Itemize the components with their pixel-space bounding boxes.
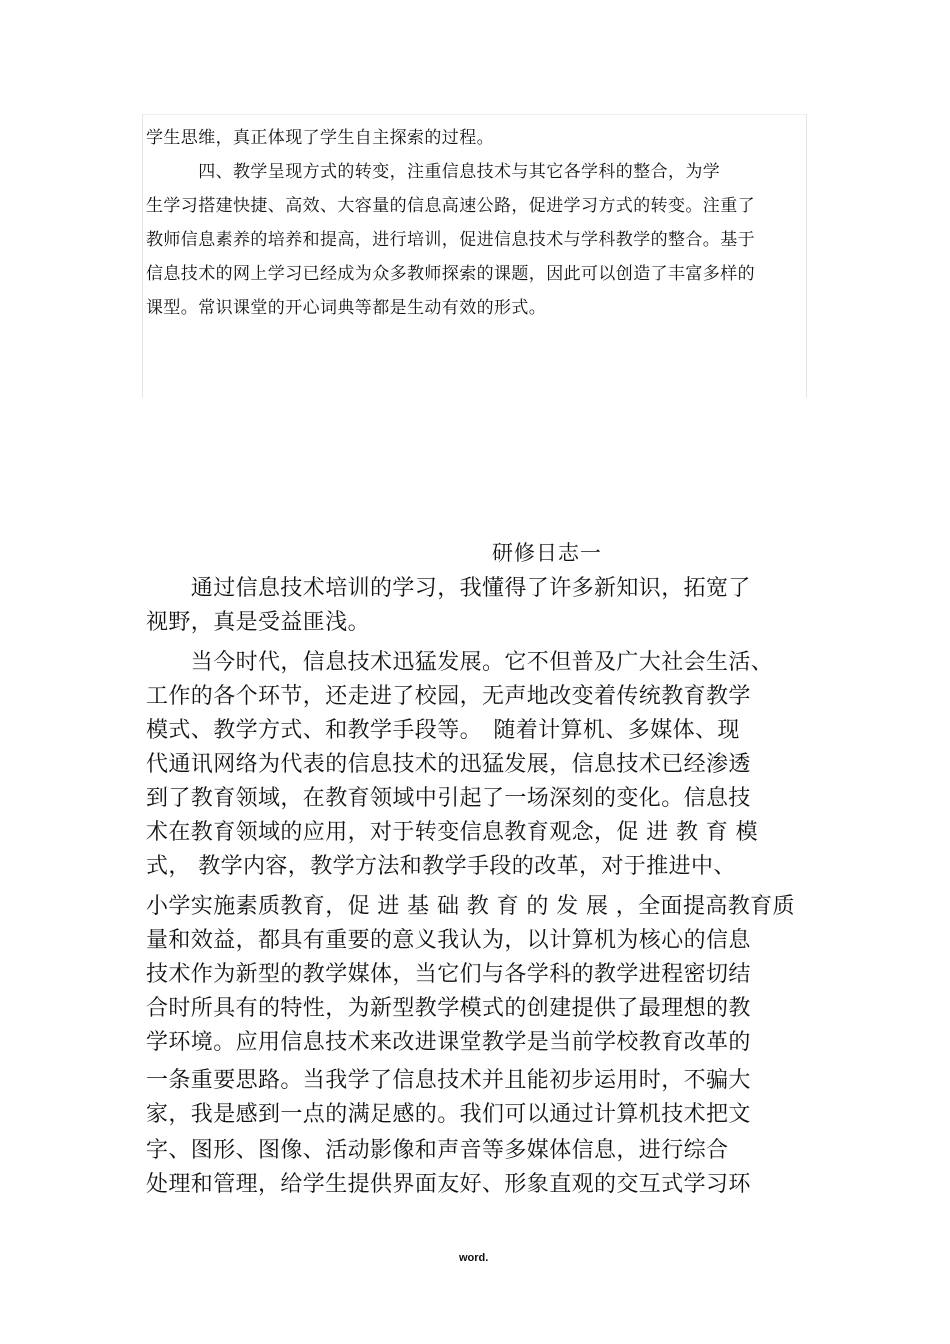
body-line: 视野，真是受益匪浅。: [146, 610, 371, 635]
boxed-line: 四、教学呈现方式的转变，注重信息技术与其它各学科的整合，为学: [146, 162, 721, 182]
article-title: 研修日志一: [492, 541, 602, 565]
body-line: 模式、教学方式、和教学手段等。 随着计算机、多媒体、现: [146, 718, 740, 743]
boxed-line: 学生思维，真正体现了学生自主探索的过程。: [146, 128, 494, 148]
footer-label: word.: [459, 1252, 489, 1264]
body-line: 一条重要思路。当我学了信息技术并且能初步运用时，不骗大: [146, 1068, 751, 1093]
body-line: 到了教育领域，在教育领域中引起了一场深刻的变化。信息技: [146, 786, 751, 811]
body-line: 术在教育领域的应用，对于转变信息教育观念，促 进 教 育 模: [146, 820, 758, 845]
body-line: 处理和管理，给学生提供界面友好、形象直观的交互式学习环: [146, 1172, 751, 1197]
body-line: 工作的各个环节，还走进了校园，无声地改变着传统教育教学: [146, 684, 751, 709]
body-line: 字、图形、图像、活动影像和声音等多媒体信息，进行综合: [146, 1138, 729, 1163]
body-line: 家，我是感到一点的满足感的。我们可以通过计算机技术把文: [146, 1102, 751, 1127]
body-line: 技术作为新型的教学媒体，当它们与各学科的教学进程密切结: [146, 962, 751, 987]
body-line: 学环境。应用信息技术来改进课堂教学是当前学校教育改革的: [146, 1030, 751, 1055]
boxed-line: 教师信息素养的培养和提高，进行培训，促进信息技术与学科教学的整合。基于: [146, 230, 755, 250]
body-line: 小学实施素质教育，促 进 基 础 教 育 的 发 展 ，全面提高教育质: [146, 894, 795, 919]
boxed-line: 信息技术的网上学习已经成为众多教师探索的课题，因此可以创造了丰富多样的: [146, 264, 755, 284]
body-line: 代通讯网络为代表的信息技术的迅猛发展，信息技术已经渗透: [146, 752, 751, 777]
body-line: 当今时代，信息技术迅猛发展。它不但普及广大社会生活、: [146, 650, 774, 675]
boxed-line: 生学习搭建快捷、高效、大容量的信息高速公路，促进学习方式的转变。注重了: [146, 196, 755, 216]
body-line: 式， 教学内容，教学方法和教学手段的改革，对于推进中、: [146, 854, 736, 879]
boxed-line: 课型。常识课堂的开心词典等都是生动有效的形式。: [146, 298, 547, 318]
body-line: 通过信息技术培训的学习，我懂得了许多新知识，拓宽了: [146, 576, 751, 601]
boxed-text-section: [142, 114, 807, 398]
body-line: 合时所具有的特性，为新型教学模式的创建提供了最理想的教: [146, 996, 751, 1021]
body-line: 量和效益，都具有重要的意义我认为，以计算机为核心的信息: [146, 928, 751, 953]
